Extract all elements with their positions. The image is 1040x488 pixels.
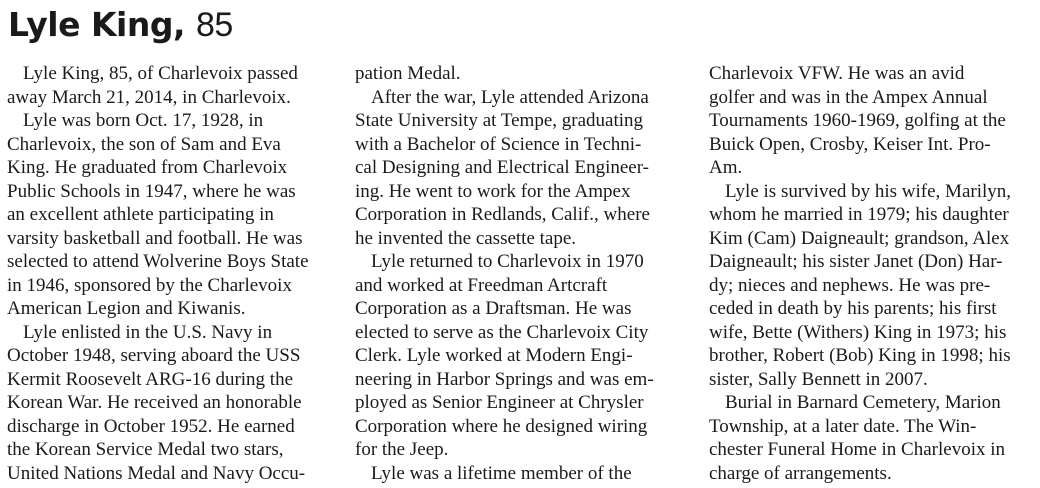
article-text-line: chester Funeral Home in Charlevoix in — [709, 439, 1006, 460]
article-text-line: Lyle enlisted in the U.S. Navy in — [23, 321, 273, 343]
article-text-line: Daigneault; his sister Janet (Don) Har- — [709, 251, 1003, 272]
article-text-line: wife, Bette (Withers) King in 1973; his — [709, 321, 1007, 343]
article-column-1 — [7, 62, 309, 485]
article-text-line: sister, Sally Bennett in 2007. — [709, 368, 928, 390]
article-column-2 — [355, 62, 654, 485]
article-text-line: Kim (Cam) Daigneault; grandson, Alex — [709, 227, 1010, 249]
article-text-line: he invented the cassette tape. — [355, 227, 577, 249]
article-text-line: United Nations Medal and Navy Occu- — [7, 462, 306, 484]
article-text-line: Kermit Roosevelt ARG-16 during the — [7, 368, 294, 390]
article-text-line: cal Designing and Electrical Engineer- — [355, 157, 649, 178]
article-text-line: Public Schools in 1947, where he was — [7, 180, 296, 202]
article-text-line: Lyle is survived by his wife, Marilyn, — [725, 180, 1012, 202]
article-text-line: Lyle returned to Charlevoix in 1970 — [371, 251, 644, 272]
article-text-line: golfer and was in the Ampex Annual — [709, 86, 988, 108]
article-text-line: with a Bachelor of Science in Techni- — [355, 133, 642, 155]
article-text-line: Lyle King, 85, of Charlevoix passed — [23, 63, 298, 84]
article-text-line: Korean War. He received an honorable — [7, 392, 302, 413]
article-text-line: Burial in Barnard Cemetery, Marion — [725, 392, 1001, 413]
article-text-line: Clerk. Lyle worked at Modern Engi- — [355, 345, 633, 366]
article-text-line: elected to serve as the Charlevoix City — [355, 321, 649, 343]
article-text-line: Township, at a later date. The Win- — [709, 415, 977, 437]
article-text-line: away March 21, 2014, in Charlevoix. — [7, 86, 291, 108]
article-text-line: Lyle was born Oct. 17, 1928, in — [23, 110, 264, 131]
headline-age: 85 — [196, 6, 233, 44]
article-text-line: Buick Open, Crosby, Keiser Int. Pro- — [709, 133, 991, 155]
article-text-line: whom he married in 1979; his daughter — [709, 204, 1009, 225]
headline-name: Lyle King, — [8, 5, 186, 44]
article-text-line: Corporation where he designed wiring — [355, 415, 648, 437]
article-text-line: brother, Robert (Bob) King in 1998; his — [709, 345, 1011, 366]
article-text-line: Charlevoix, the son of Sam and Eva — [7, 133, 281, 155]
article-column-3 — [709, 62, 1011, 485]
article-text-line: State University at Tempe, graduating — [355, 110, 643, 131]
article-text-line: Am. — [709, 157, 743, 178]
article-text-line: ployed as Senior Engineer at Chrysler — [355, 392, 644, 413]
article-text-line: pation Medal. — [355, 63, 461, 84]
article-text-line: and worked at Freedman Artcraft — [355, 274, 608, 296]
article-text-line: After the war, Lyle attended Arizona — [371, 86, 649, 108]
article-text-line: in 1946, sponsored by the Charlevoix — [7, 274, 292, 296]
article-text-line: the Korean Service Medal two stars, — [7, 439, 284, 460]
article-text-line: ing. He went to work for the Ampex — [355, 180, 631, 202]
article-text-line: an excellent athlete participating in — [7, 204, 274, 225]
article-text-line: ceded in death by his parents; his first — [709, 298, 997, 319]
article-text-line: for the Jeep. — [355, 439, 449, 460]
article-text-line: dy; nieces and nephews. He was pre- — [709, 274, 991, 296]
article-text-line: charge of arrangements. — [709, 462, 892, 484]
article-text-line: varsity basketball and football. He was — [7, 227, 303, 249]
article-text-line: King. He graduated from Charlevoix — [7, 157, 288, 178]
article-text-line: October 1948, serving aboard the USS — [7, 345, 301, 366]
article-text-line: Charlevoix VFW. He was an avid — [709, 63, 965, 84]
headline — [8, 2, 233, 48]
article-text-line: Corporation in Redlands, Calif., where — [355, 204, 650, 225]
article-text-line: American Legion and Kiwanis. — [7, 298, 246, 319]
article-text-line: Lyle was a lifetime member of the — [371, 462, 632, 484]
article-text-line: selected to attend Wolverine Boys State — [7, 251, 309, 272]
article-text-line: neering in Harbor Springs and was em- — [355, 368, 654, 390]
article-text-line: discharge in October 1952. He earned — [7, 415, 295, 437]
article-text-line: Corporation as a Draftsman. He was — [355, 298, 632, 319]
article-text-line: Tournaments 1960-1969, golfing at the — [709, 110, 1006, 131]
